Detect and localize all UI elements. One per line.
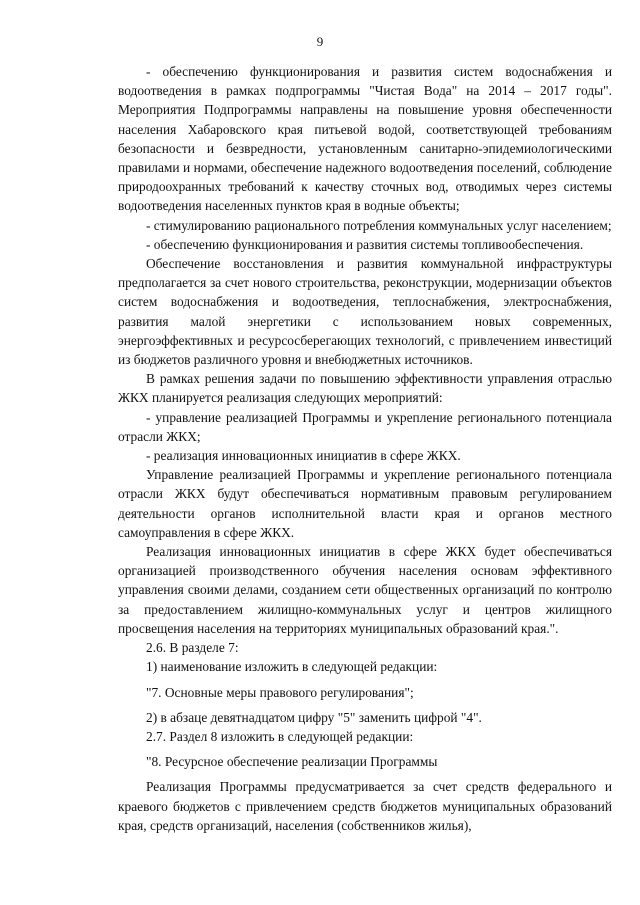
paragraph-section-2-7: 2.7. Раздел 8 изложить в следующей редакции:: [146, 728, 414, 744]
document-body: [118, 62, 612, 835]
page-number: 9: [316, 34, 324, 49]
paragraph-utility-consumption: - стимулированию рационального потребления коммунальных услуг населением;: [146, 217, 612, 233]
paragraph-item-1: 1) наименование изложить в следующей редакции:: [146, 659, 438, 675]
paragraph-management-efficiency: В рамках решения задачи по повышению эффективности управления отраслью ЖКХ планируется реализация следующих мероприятий:: [118, 371, 612, 406]
paragraph-innovation-details: Реализация инновационных инициатив в сфере ЖКХ будет обеспечиваться организацией производственного обучения населения основам эффективного управления своими делами, созданием сети общественных организаций по контролю за предоставлением жилищно-коммунальных услуг и центров жилищного просвещения населения на территориях муниципальных образований края.".: [118, 544, 612, 636]
paragraph-funding: Реализация Программы предусматривается за счет средств федерального и краевого бюджетов с привлечением средств бюджетов муниципальных образований края, средств организаций, населения (собственников жилья),: [118, 779, 612, 833]
paragraph-item-2: 2) в абзаце девятнадцатом цифру "5" заменить цифрой "4".: [146, 709, 482, 725]
paragraph-regulation: Управление реализацией Программы и укрепление регионального потенциала отрасли ЖКХ будут обеспечиваться нормативным правовым регулированием деятельности органов исполнительной власти края и органов местного самоуправления в сфере ЖКХ.: [118, 467, 612, 540]
paragraph-section-2-6: 2.6. В разделе 7:: [146, 640, 239, 656]
paragraph-infrastructure: Обеспечение восстановления и развития коммунальной инфраструктуры предполагается за счет нового строительства, реконструкции, модернизации объектов систем водоснабжения и водоотведения, теплоснабжения, электроснабжения, развития малой энергетики с использованием новых современных, энергоэффективных и ресурсосберегающих технологий, с привлечением инвестиций из бюджетов различного уровня и внебюджетных источников.: [118, 256, 612, 368]
paragraph-water-supply: - обеспечению функционирования и развития систем водоснабжения и водоотведения в рамках подпрограммы "Чистая Вода" на 2014 – 2017 годы". Мероприятия Подпрограммы направлены на повышение уровня обеспеченности населения Хабаровского края питьевой водой, соответствующей требованиям безопасности и безвредности, установленным санитарно-эпидемиологическими правилами и нормами, обеспечение надежного водоотведения поселений, соблюдение природоохранных требований к качеству сточных вод, отводимых через системы водоотведения населенных пунктов края в водные объекты;: [118, 64, 612, 214]
paragraph-section-8-title: "8. Ресурсное обеспечение реализации Программы: [146, 754, 438, 770]
paragraph-section-7-title: "7. Основные меры правового регулирования";: [146, 684, 414, 700]
paragraph-innovation: - реализация инновационных инициатив в сфере ЖКХ.: [146, 448, 461, 464]
paragraph-fuel-supply: - обеспечению функционирования и развития системы топливообеспечения.: [146, 236, 584, 252]
paragraph-program-management: - управление реализацией Программы и укрепление регионального потенциала отрасли ЖКХ;: [118, 409, 612, 444]
